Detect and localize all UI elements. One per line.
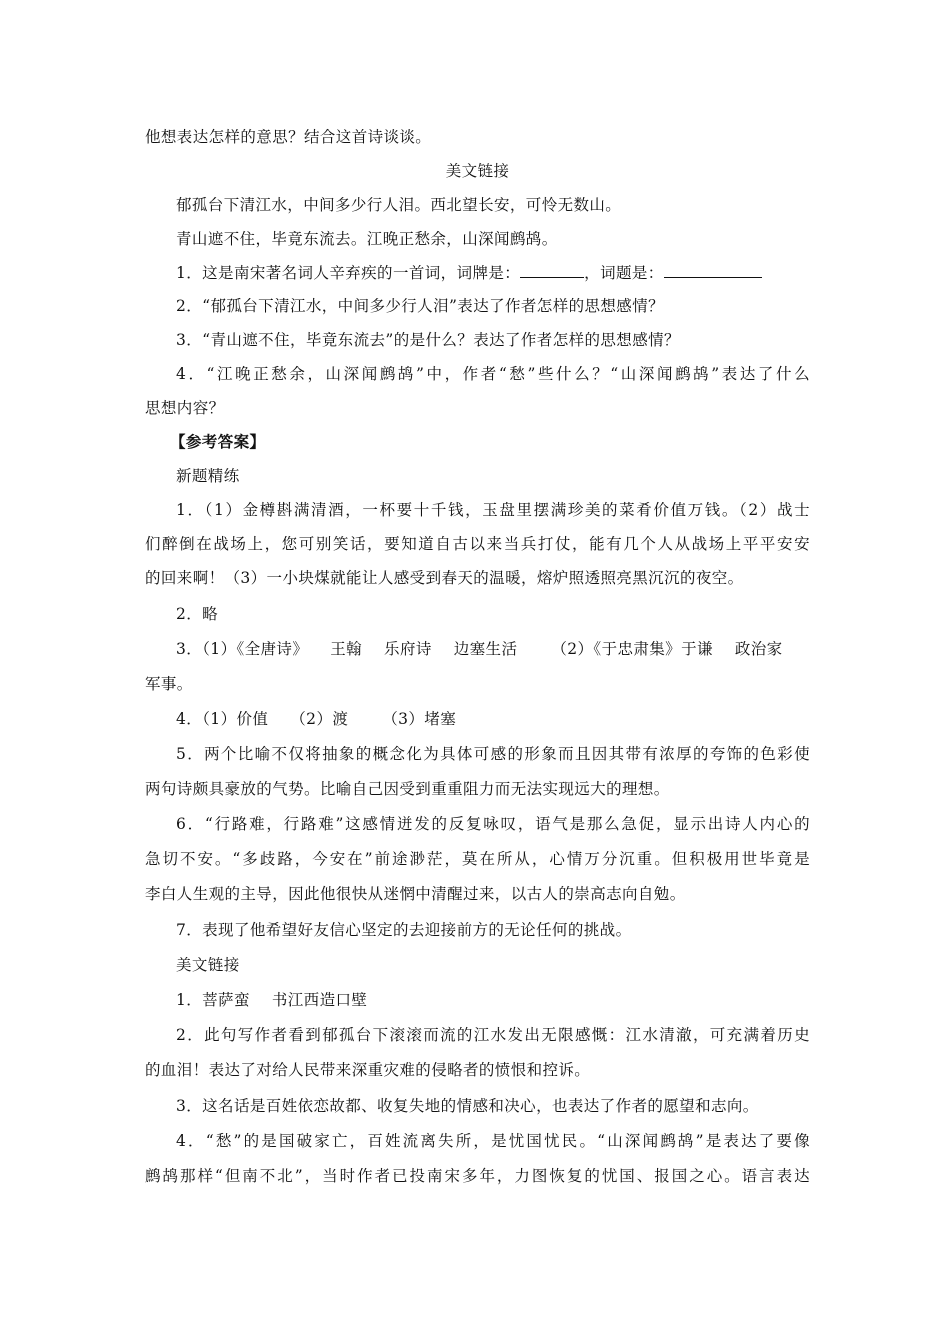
answer-3 (176, 639, 810, 659)
question-2: 2．“郁孤台下清江水，中间多少行人泪”表达了作者怎样的思想感情？ (176, 297, 665, 315)
answer-4-part: （3）堵塞 (382, 710, 457, 728)
question-4: 4．“江晚正愁余，山深闻鹧鸪”中，作者“愁”些什么？“山深闻鹧鸪”表达了什么 (176, 365, 810, 383)
answer-3-part: 王翰 (330, 640, 363, 658)
answer-6: 6．“行路难，行路难”这感情迸发的反复咏叹，语气是那么急促，显示出诗人内心的 (176, 815, 810, 833)
question-3: 3．“青山遮不住，毕竟东流去”的是什么？表达了作者怎样的思想感情？ (176, 331, 680, 349)
meiwen-answer-1 (176, 990, 810, 1010)
section-title-meiwen: 美文链接 (445, 162, 510, 180)
poem-line-1: 郁孤台下清江水，中间多少行人泪。西北望长安，可怜无数山。 (176, 196, 622, 214)
answer-4-part: 4．（1）价值 (176, 710, 269, 728)
meiwen-answer-4: 4．“愁”的是国破家亡，百姓流离失所，是忧国忧民。“山深闻鹧鸪”是表达了要像 (176, 1132, 810, 1150)
answer-blank-citi[interactable] (664, 263, 762, 278)
answer-3-part: 3．（1）《全唐诗》 (176, 640, 309, 658)
meiwen-answer-2-cont: 的血泪！表达了对给人民带来深重灾难的侵略者的愤恨和控诉。 (145, 1061, 591, 1079)
subsection-meiwen: 美文链接 (176, 956, 240, 974)
question-1 (176, 263, 810, 283)
answer-1: 1．（1）金樽斟满清酒，一杯要十千钱，玉盘里摆满珍美的菜肴价值万钱。（2）战士 (176, 501, 810, 519)
question-1-text-a: 1．这是南宋著名词人辛弃疾的一首词，词牌是： (176, 264, 521, 282)
answer-3-cont: 军事。 (145, 675, 193, 693)
question-1-text-b: ，词题是： (584, 264, 664, 282)
answer-5-cont: 两句诗颇具豪放的气势。比喻自己因受到重重阻力而无法实现远大的理想。 (145, 780, 670, 798)
meiwen-answer-2: 2．此句写作者看到郁孤台下滚滚而流的江水发出无限感慨：江水清澈，可充满着历史 (176, 1026, 810, 1044)
meiwen-answer-1-part: 1．菩萨蛮 (176, 991, 250, 1009)
answer-1-cont: 们醉倒在战场上，您可别笑话，要知道自古以来当兵打仗，能有几个人从战场上平平安安 (145, 535, 810, 553)
answer-blank-cipai[interactable] (520, 263, 584, 278)
text-line: 他想表达怎样的意思？结合这首诗谈谈。 (145, 128, 432, 146)
answer-key-heading: 【参考答案】 (170, 432, 266, 451)
answer-6-cont: 李白人生观的主导，因此他很快从迷惘中清醒过来，以古人的崇高志向自勉。 (145, 885, 686, 903)
answer-7: 7．表现了他希望好友信心坚定的去迎接前方的无论任何的挑战。 (176, 921, 632, 939)
answer-3-part: 政治家 (734, 640, 783, 658)
answer-3-part: 乐府诗 (384, 640, 432, 658)
meiwen-answer-3: 3．这名话是百姓依恋故都、收复失地的情感和决心，也表达了作者的愿望和志向。 (176, 1097, 759, 1115)
answer-3-part: （2）《于忠肃集》于谦 (551, 640, 713, 658)
answer-1-cont: 的回来啊！（3）一小块煤就能让人感受到春天的温暖，熔炉照透照亮黑沉沉的夜空。 (145, 569, 744, 587)
answer-5: 5．两个比喻不仅将抽象的概念化为具体可感的形象而且因其带有浓厚的夸饰的色彩使 (176, 745, 810, 763)
meiwen-answer-4-cont: 鹧鸪那样“但南不北”，当时作者已投南宋多年，力图恢复的忧国、报国之心。语言表达 (145, 1167, 810, 1185)
answer-6-cont: 急切不安。“多歧路，今安在”前途渺茫，莫在所从，心情万分沉重。但积极用世毕竟是 (145, 850, 810, 868)
question-4-cont: 思想内容？ (145, 399, 225, 417)
answer-4 (176, 709, 810, 729)
answer-2: 2．略 (176, 605, 219, 623)
subsection-xinti: 新题精练 (176, 467, 240, 485)
meiwen-answer-1-part: 书江西造口壁 (271, 991, 368, 1009)
answer-3-part: 边塞生活 (453, 640, 518, 658)
answer-4-part: （2）渡 (290, 710, 349, 728)
poem-line-2: 青山遮不住，毕竟东流去。江晚正愁余，山深闻鹧鸪。 (176, 230, 558, 248)
